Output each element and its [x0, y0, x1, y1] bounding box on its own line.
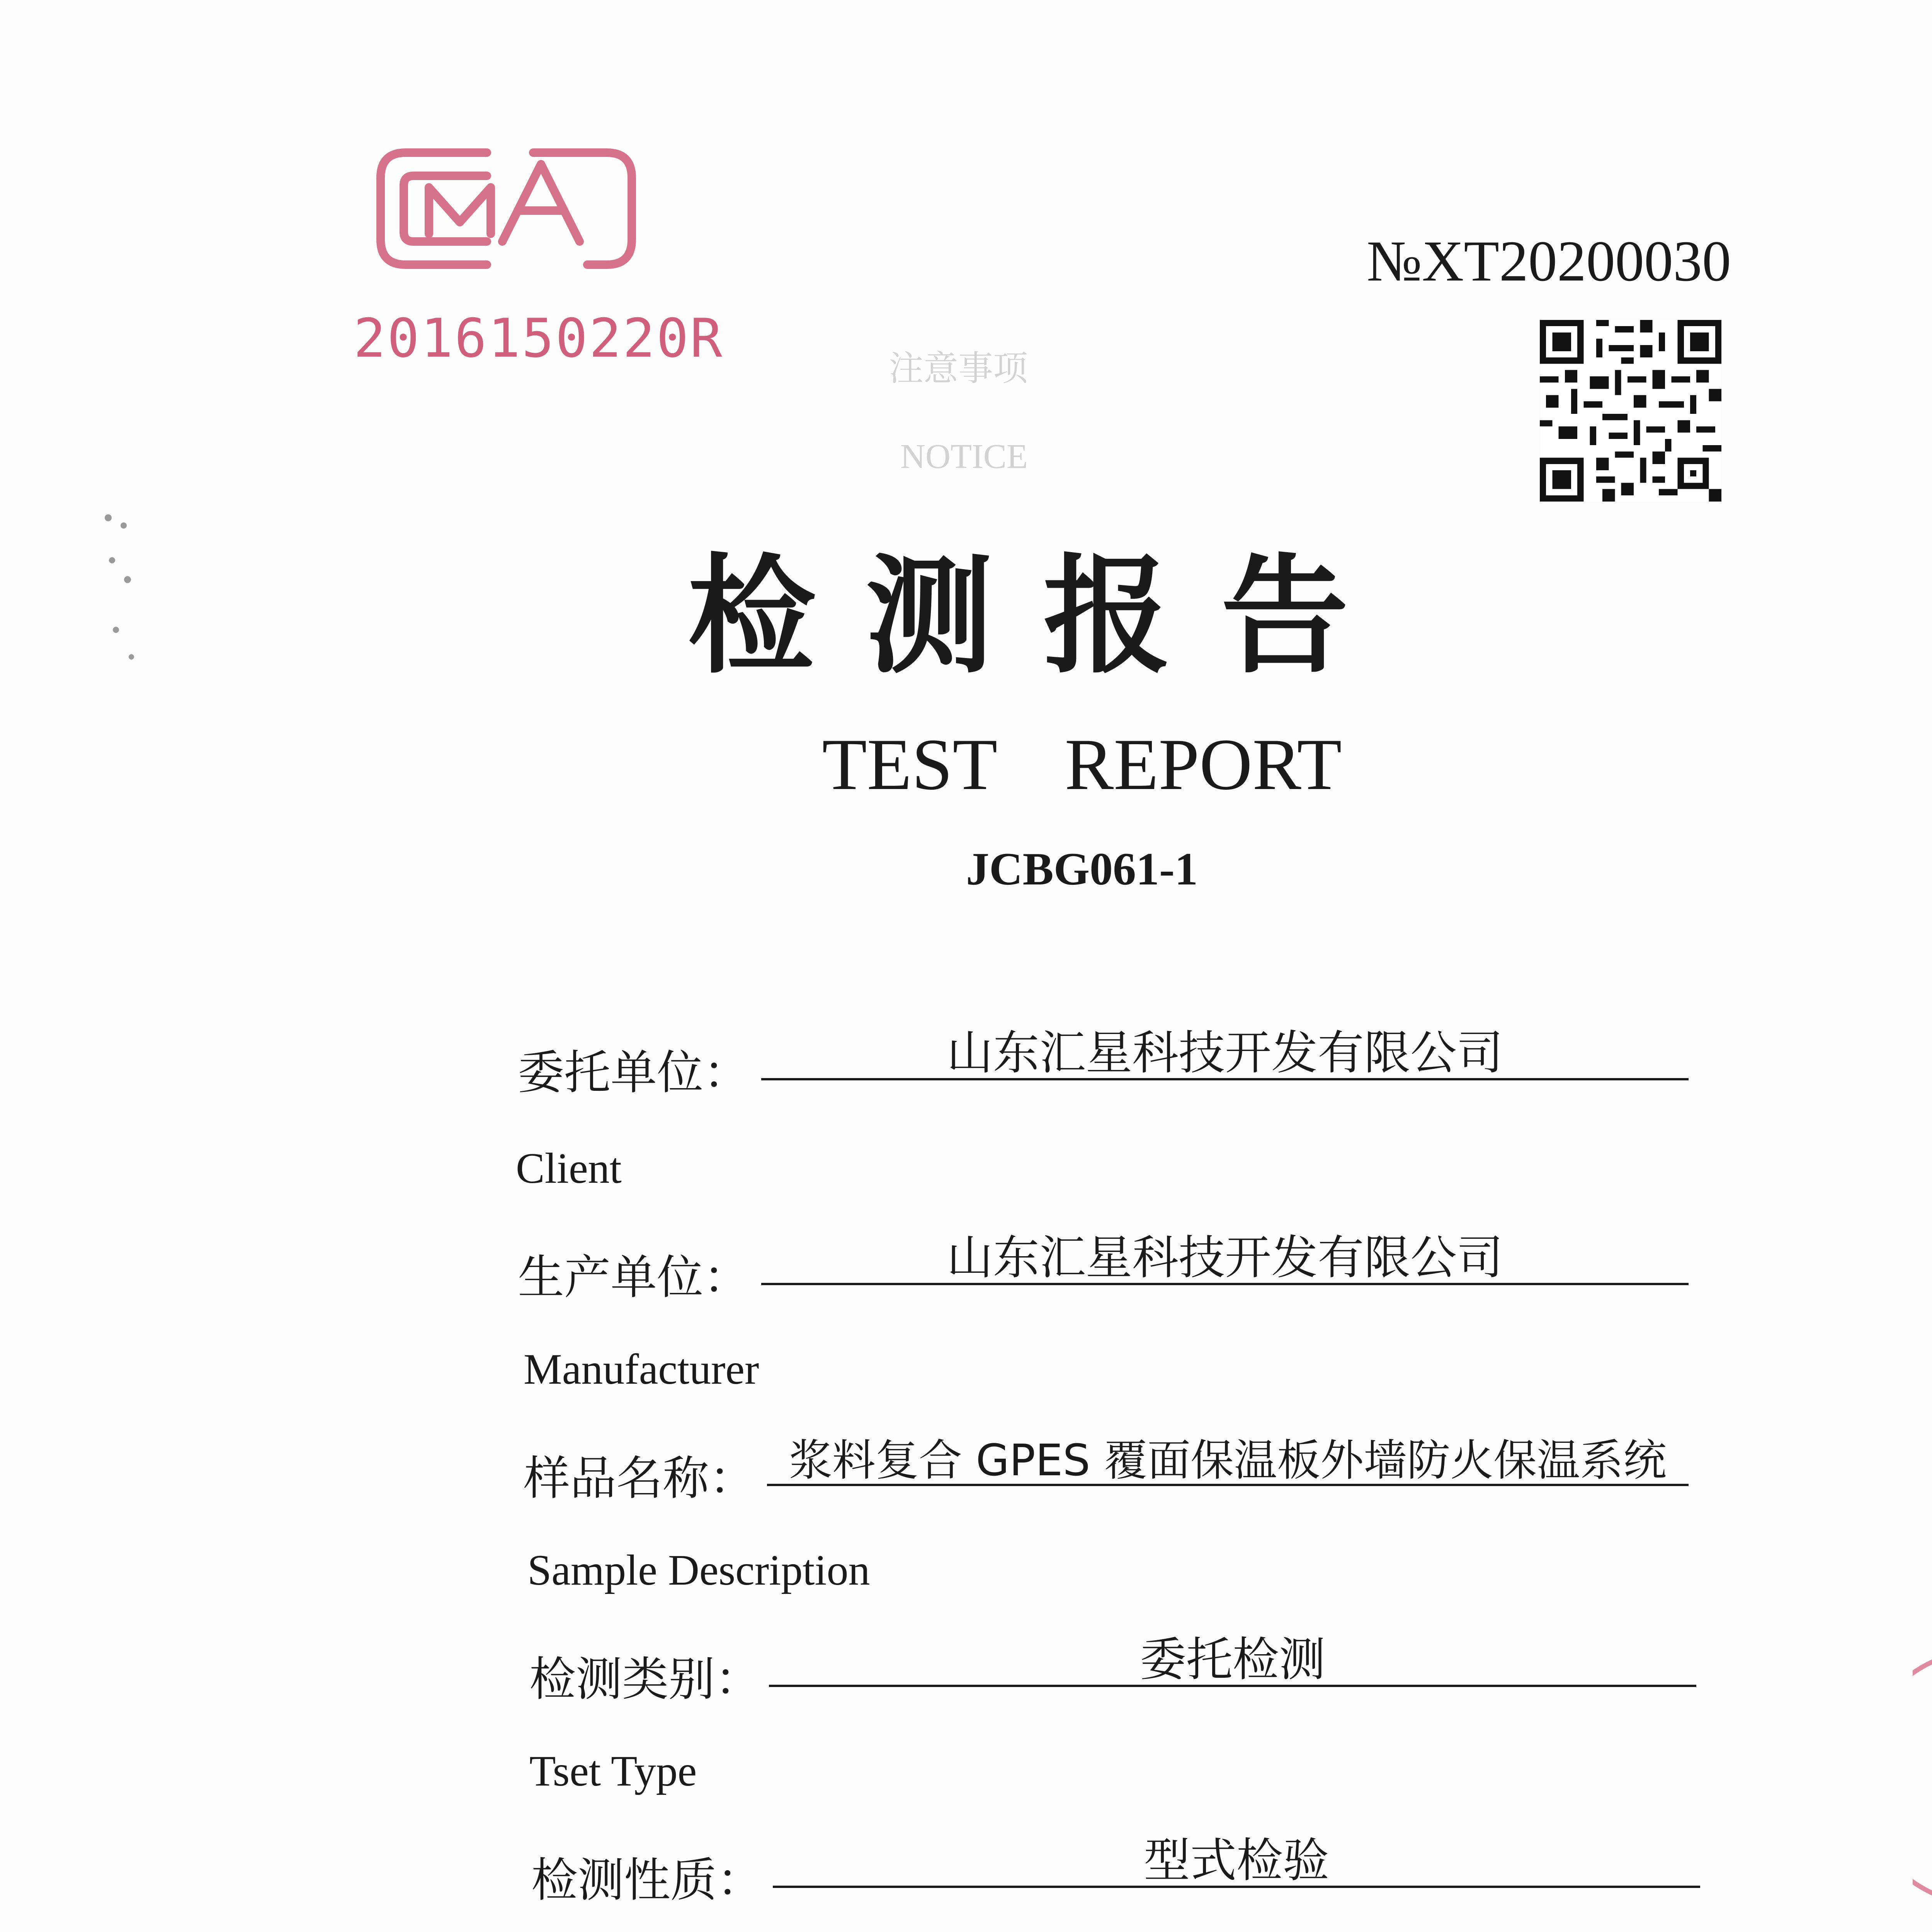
- client-label-en: Client: [516, 1145, 622, 1192]
- report-form-code: JCBG061-1: [966, 843, 1198, 895]
- bleed-through-text: NOTICE: [900, 437, 1028, 476]
- manufacturer-label-en: Manufacturer: [524, 1345, 759, 1393]
- manufacturer-label: 生产单位：: [518, 1251, 750, 1304]
- bleed-through-text: 注意事项: [889, 350, 1028, 388]
- cma-certificate-number: 2016150220R: [354, 307, 724, 369]
- test-type-label: 检测类别：: [529, 1653, 761, 1706]
- test-property-label: 检测性质：: [531, 1854, 763, 1907]
- test-type-field: [769, 1631, 1696, 1687]
- manufacturer-field: [761, 1229, 1689, 1285]
- test-property-value: 型式检验: [1144, 1834, 1329, 1888]
- manufacturer-value: 山东汇星科技开发有限公司: [947, 1231, 1503, 1285]
- report-title-en: TEST REPORT: [822, 724, 1342, 805]
- sample-name-value: 浆料复合 GPES 覆面保温板外墙防火保温系统: [789, 1435, 1667, 1486]
- binding-holes-icon: [97, 502, 155, 676]
- sample-name-field: [767, 1430, 1689, 1486]
- client-label: 委托单位：: [518, 1046, 750, 1100]
- report-number: №XT20200030: [1366, 229, 1731, 293]
- test-type-value: 委托检测: [1140, 1633, 1325, 1687]
- qr-code-icon[interactable]: [1540, 320, 1721, 502]
- sample-description-label-en: Sample Description: [527, 1546, 870, 1594]
- cma-logo-icon: [371, 141, 641, 276]
- partial-seal-icon: [1913, 1642, 1932, 1913]
- sample-name-label: 样品名称：: [524, 1452, 755, 1505]
- client-value: 山东汇星科技开发有限公司: [947, 1026, 1503, 1080]
- client-field: [761, 1024, 1689, 1080]
- report-title-cn: 检测报告: [688, 542, 1399, 690]
- test-property-field: [773, 1832, 1700, 1888]
- test-type-label-en: Tset Type: [529, 1747, 697, 1795]
